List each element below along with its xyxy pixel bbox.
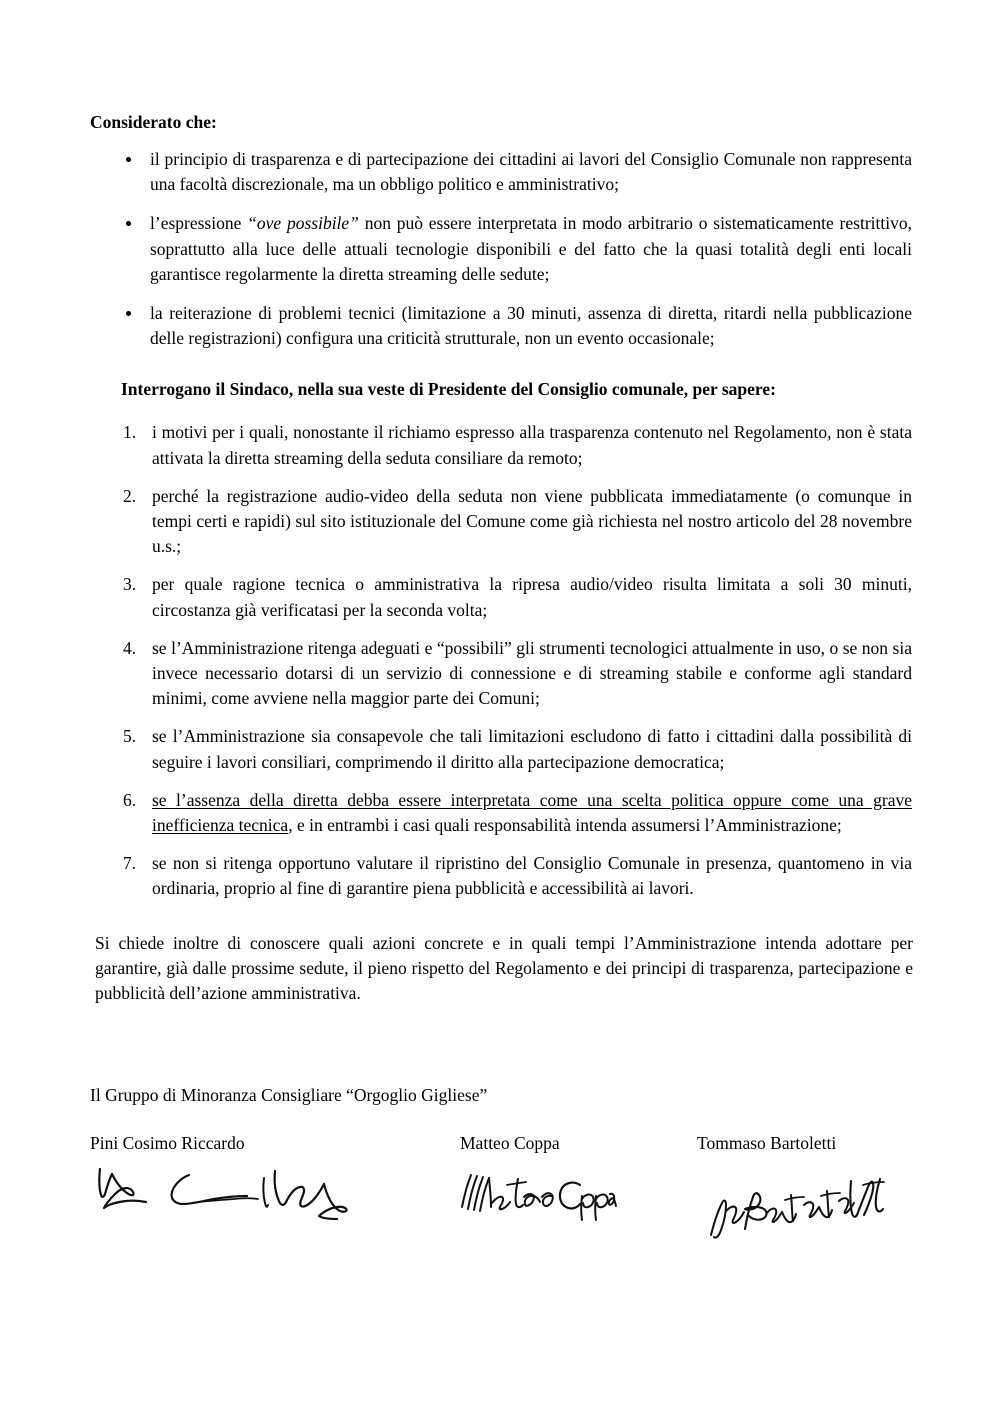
bullet-text-lead: l’espressione [150, 213, 248, 234]
closing-paragraph: Si chiede inoltre di conoscere quali azioni concrete e in quali tempi l’Amministrazione intenda adottare per garantire, già dalle prossime sedute, il pieno rispetto del Regolamento e dei principi di trasparenza, partecipazione e pubblicità dell’azione amministrativa. [95, 932, 913, 1004]
question-text: i motivi per i quali, nonostante il richiamo espresso alla trasparenza contenuto nel Regolamento, non è stata attivata la diretta streaming della seduta consiliare da remoto; [152, 422, 912, 468]
question-item-2 [90, 484, 912, 560]
handwritten-signature-tommaso-bartoletti [705, 1165, 905, 1260]
question-text: se l’Amministrazione ritenga adeguati e “possibili” gli strumenti tecnologici attualmente in uso, o se non sia invece necessario dotarsi di un servizio di connessione e di streaming stabile e conforme agli standard minimi, come avviene nella maggior parte dei Comuni; [152, 637, 912, 709]
signatory-name-tommaso-bartoletti: Tommaso Bartoletti [697, 1133, 837, 1153]
signatory-name-matteo-coppa: Matteo Coppa [460, 1133, 560, 1153]
list-marker: 6. [123, 789, 137, 810]
question-text-tail: , e in entrambi i casi quali responsabilità intenda assumersi l’Amministrazione; [288, 815, 842, 836]
question-item-6 [90, 788, 912, 838]
bullet-text: la reiterazione di problemi tecnici (limitazione a 30 minuti, assenza di diretta, ritardi nella pubblicazione delle registrazioni) configura una criticità strutturale, non un evento occasionale; [150, 303, 912, 349]
signature-names-row [90, 1133, 920, 1159]
question-item-7 [90, 851, 912, 901]
signatory-name-pini-cosimo-riccardo: Pini Cosimo Riccardo [90, 1133, 245, 1153]
heading-interrogano-il-sindaco: Interrogano il Sindaco, nella sua veste di Presidente del Consiglio comunale, per sapere: [121, 379, 776, 400]
list-marker: 5. [123, 726, 137, 747]
bullet-text-tail: non può essere interpretata in modo arbitrario o sistematicamente restrittivo, soprattutto alla luce delle attuali tecnologie disponibili e del fatto che la quasi totalità degli enti locali garantisce regolarmente la diretta streaming delle sedute; [150, 213, 912, 284]
question-text: per quale ragione tecnica o amministrativa la ripresa audio/video risulta limitata a soli 30 minuti, circostanza già verificatasi per la seconda volta; [152, 574, 912, 620]
heading-considerato-che: Considerato che: [90, 112, 217, 132]
list-marker: 1. [123, 422, 137, 443]
signature-marks-row [90, 1159, 920, 1254]
question-item-1 [90, 420, 912, 470]
bullet-item-trasparenza [90, 147, 912, 197]
handwritten-signature-pini-cosimo-riccardo [86, 1161, 386, 1246]
signature-block [90, 1083, 920, 1254]
question-text: perché la registrazione audio-video della seduta non viene pubblicata immediatamente (o comunque in tempi certi e rapidi) sul sito istituzionale del Comune come già richiesta nel nostro articolo del 28 novembre u.s.; [152, 485, 912, 557]
question-item-4 [90, 636, 912, 712]
considerato-bullet-list [90, 147, 912, 351]
question-text: se l’Amministrazione sia consapevole che tali limitazioni escludono di fatto i cittadini dalla possibilità di seguire i lavori consiliari, comprimendo il diritto alla partecipazione democratica; [152, 726, 912, 772]
signature-group-line: Il Gruppo di Minoranza Consigliare “Orgoglio Gigliese” [90, 1085, 488, 1105]
document-body [90, 110, 912, 1006]
list-marker: 3. [123, 574, 137, 595]
bullet-text: il principio di trasparenza e di partecipazione dei cittadini ai lavori del Consiglio Comunale non rappresenta una facoltà discrezionale, ma un obbligo politico e amministrativo; [150, 149, 912, 195]
list-marker: 2. [123, 485, 137, 506]
list-marker: 4. [123, 637, 137, 658]
questions-numbered-list [90, 420, 912, 901]
question-text: se non si ritenga opportuno valutare il ripristino del Consiglio Comunale in presenza, quantomeno in via ordinaria, proprio al fine di garantire piena pubblicità e accessibilità ai lavori. [152, 853, 912, 899]
quoted-phrase-ove-possibile: “ove possibile” [247, 213, 359, 234]
question-item-5 [90, 724, 912, 774]
question-text-underlined: se l’assenza della diretta debba essere interpretata come una scelta politica oppure come una grave inefficienza tecnica [152, 789, 912, 836]
bullet-item-ove-possibile [90, 211, 912, 287]
list-marker: 7. [123, 853, 137, 874]
handwritten-signature-matteo-coppa [458, 1163, 618, 1234]
bullet-item-problemi-tecnici [90, 301, 912, 351]
question-item-3 [90, 572, 912, 622]
